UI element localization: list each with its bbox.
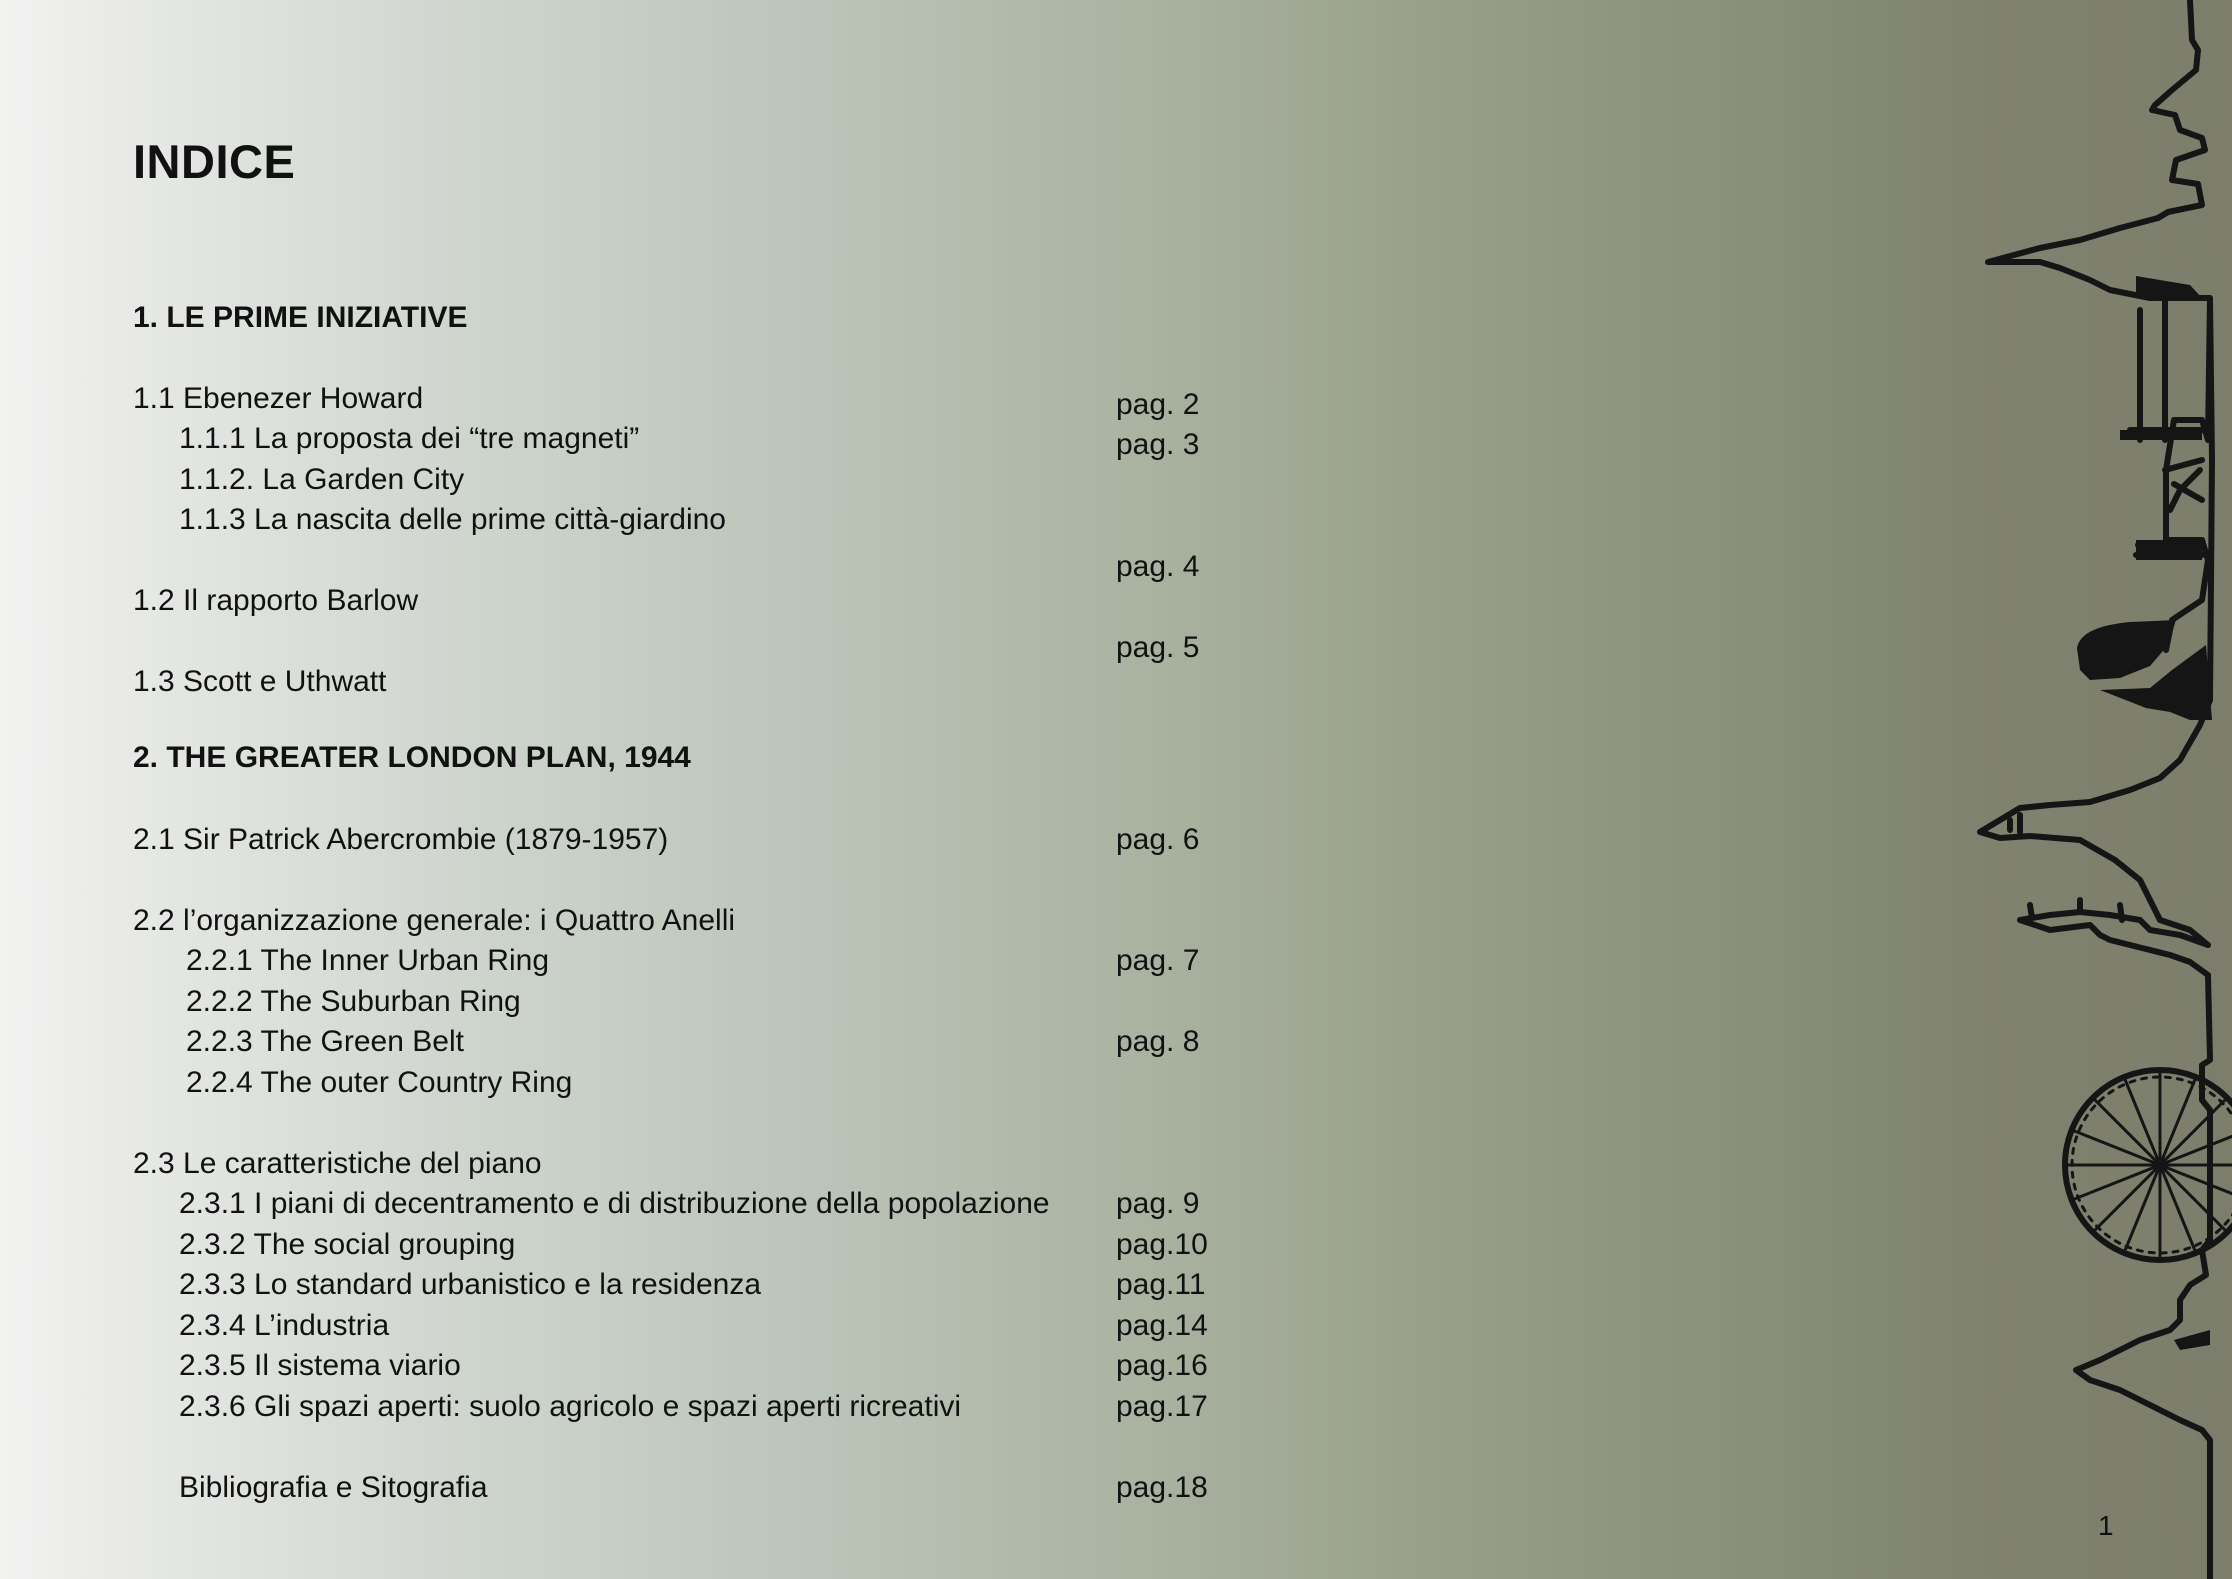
page-reference: pag.16 bbox=[1116, 1349, 1208, 1382]
toc-entry: 1.3 Scott e Uthwatt bbox=[133, 665, 387, 698]
toc-entry: 2.2.1 The Inner Urban Ring bbox=[186, 944, 550, 977]
toc-entry: 2.3 Le caratteristiche del piano bbox=[133, 1147, 542, 1180]
page-reference: pag.11 bbox=[1116, 1268, 1206, 1301]
toc-entry: 2.3.6 Gli spazi aperti: suolo agricolo e spazi aperti ricreativi bbox=[179, 1390, 962, 1423]
toc-entry: 2.3.5 Il sistema viario bbox=[179, 1349, 461, 1382]
section-heading: 1. LE PRIME INIZIATIVE bbox=[133, 301, 468, 334]
page-reference: pag.10 bbox=[1116, 1228, 1208, 1261]
toc-entry: 2.3.2 The social grouping bbox=[179, 1228, 516, 1261]
toc-entry: 1.1 Ebenezer Howard bbox=[133, 382, 424, 415]
page-reference: pag.17 bbox=[1116, 1390, 1208, 1423]
page-reference: pag.14 bbox=[1116, 1309, 1208, 1342]
toc-entry: 1.1.3 La nascita delle prime città-giardino bbox=[179, 503, 726, 536]
toc-entry: 2.2.2 The Suburban Ring bbox=[186, 985, 521, 1018]
london-skyline-illustration bbox=[1940, 0, 2232, 1579]
toc-entry: 2.3.3 Lo standard urbanistico e la residenza bbox=[179, 1268, 762, 1301]
page-reference: pag. 5 bbox=[1116, 631, 1200, 664]
toc-entry: Bibliografia e Sitografia bbox=[179, 1471, 488, 1504]
toc-entry: 1.1.2. La Garden City bbox=[179, 463, 465, 496]
section-heading: 2. THE GREATER LONDON PLAN, 1944 bbox=[133, 741, 691, 774]
index-title: INDICE bbox=[133, 135, 296, 188]
page-reference: pag. 3 bbox=[1116, 428, 1200, 461]
toc-entry: 2.1 Sir Patrick Abercrombie (1879-1957) bbox=[133, 823, 669, 856]
toc-entry: 2.2.4 The outer Country Ring bbox=[186, 1066, 573, 1099]
page-reference: pag.18 bbox=[1116, 1471, 1208, 1504]
page-reference: pag. 6 bbox=[1116, 823, 1200, 856]
toc-entry: 1.2 Il rapporto Barlow bbox=[133, 584, 419, 617]
toc-entry: 2.2.3 The Green Belt bbox=[186, 1025, 464, 1058]
toc-entry: 1.1.1 La proposta dei “tre magneti” bbox=[179, 422, 640, 455]
page-reference: pag. 2 bbox=[1116, 388, 1200, 421]
page-reference: pag. 7 bbox=[1116, 944, 1200, 977]
toc-entry: 2.3.4 L’industria bbox=[179, 1309, 390, 1342]
page-reference: pag. 8 bbox=[1116, 1025, 1200, 1058]
page-number: 1 bbox=[2098, 1510, 2114, 1541]
page-reference: pag. 4 bbox=[1116, 550, 1200, 583]
page-reference: pag. 9 bbox=[1116, 1187, 1200, 1220]
toc-entry: 2.2 l’organizzazione generale: i Quattro Anelli bbox=[133, 904, 736, 937]
toc-entry: 2.3.1 I piani di decentramento e di distribuzione della popolazione bbox=[179, 1187, 1050, 1220]
